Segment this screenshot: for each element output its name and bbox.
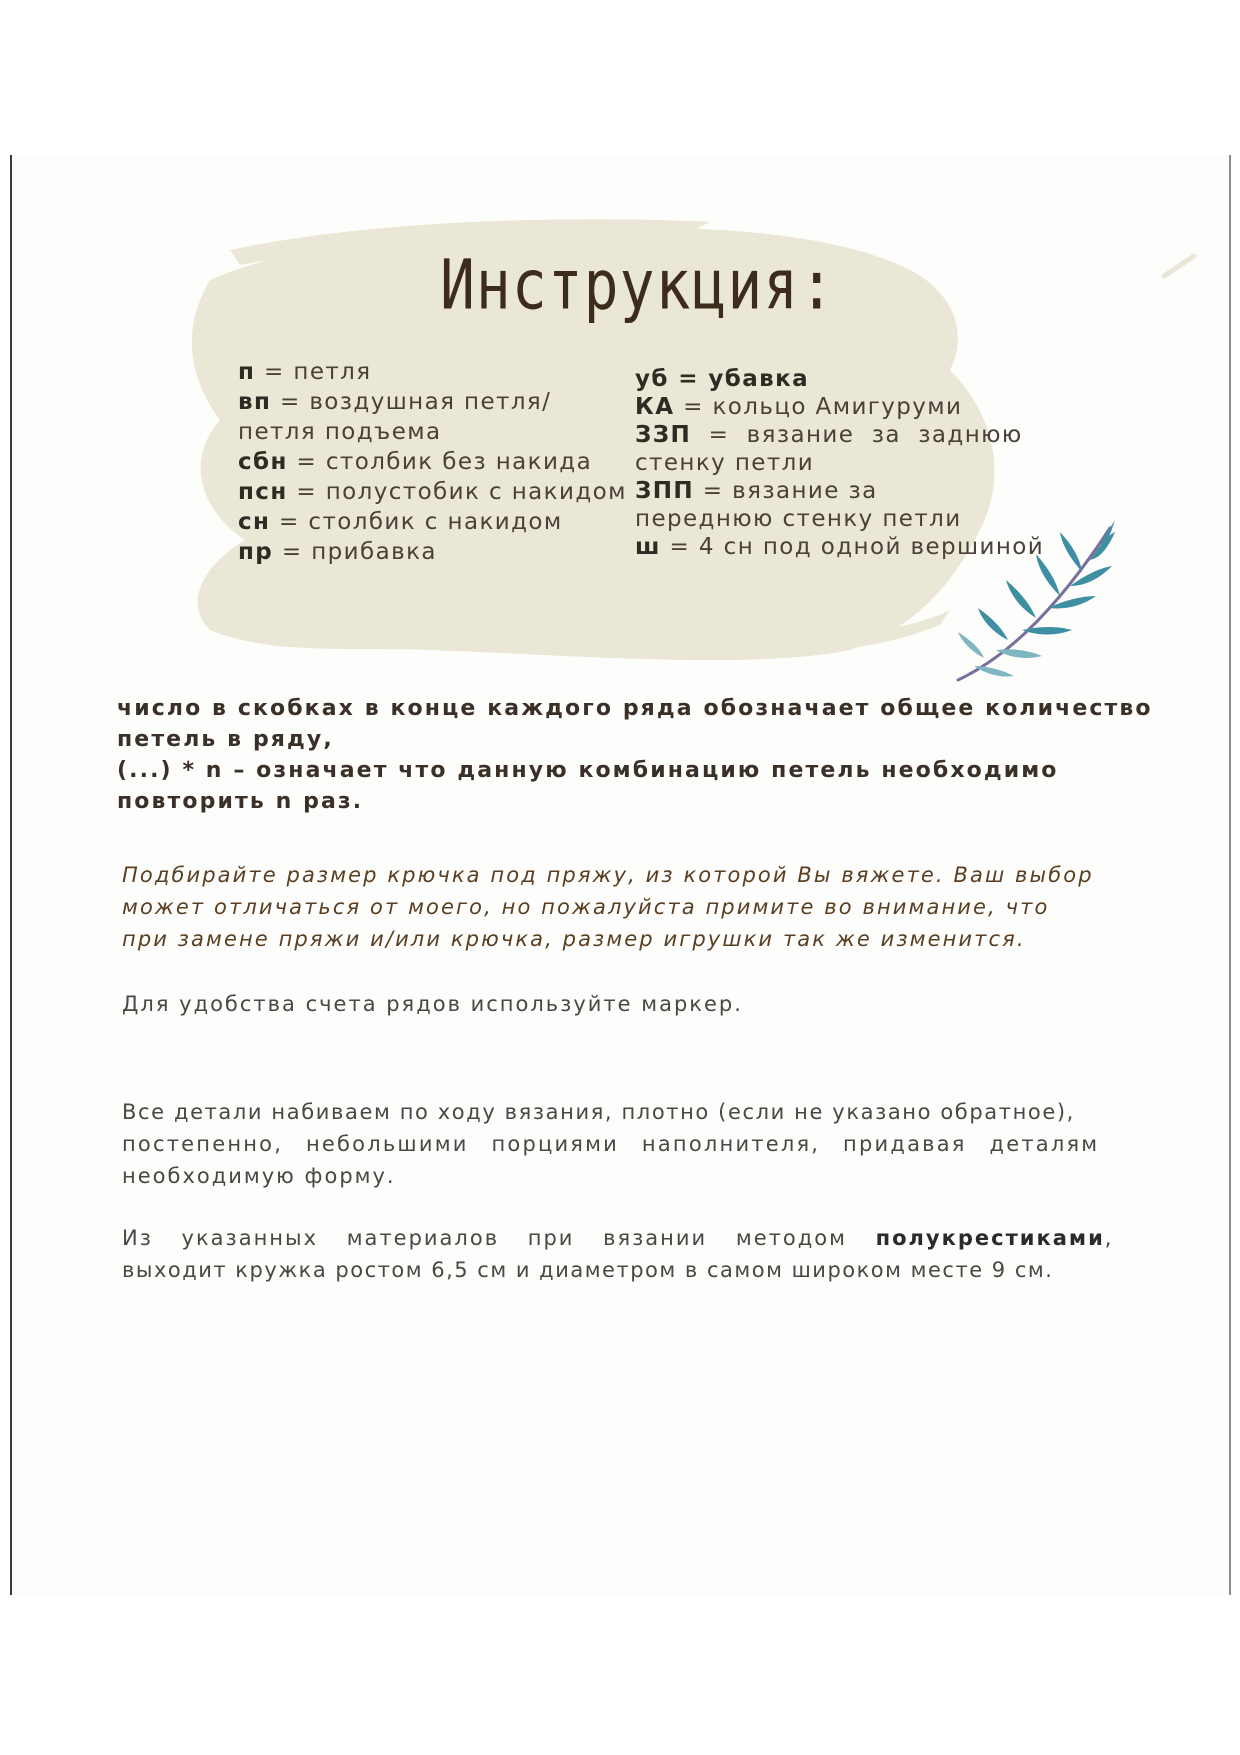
decorative-dash-icon	[1160, 250, 1200, 280]
stuffing-note	[122, 1096, 1099, 1192]
legend-item: ЗЗП = вязание за заднюю	[635, 422, 1023, 448]
hook-note-line: может отличаться от моего, но пожалуйста примите во внимание, что	[122, 895, 1050, 919]
hook-note-line: Подбирайте размер крючка под пряжу, из которой Вы вяжете. Ваш выбор	[122, 863, 1094, 887]
legend-item: пр = прибавка	[238, 539, 437, 565]
marker-note	[122, 988, 743, 1020]
legend-item: псн = полустобик с накидом	[238, 479, 627, 505]
notes-line: петель в ряду,	[117, 727, 334, 752]
legend-item: КА = кольцо Амигуруми	[635, 394, 963, 420]
page-right-border	[1229, 155, 1231, 1595]
legend-item: сн = столбик с накидом	[238, 509, 563, 535]
stuffing-note-line: постепенно, небольшими порциями наполнителя, придавая деталям	[122, 1132, 1100, 1156]
legend-item: вп = воздушная петля/	[238, 389, 552, 415]
legend-item: п = петля	[238, 359, 372, 385]
notes-line: число в скобках в конце каждого ряда обозначает общее количество	[117, 696, 1153, 721]
legend-item: стенку петли	[635, 450, 815, 476]
legend-item: петля подъема	[238, 419, 442, 445]
legend-item: переднюю стенку петли	[635, 506, 962, 532]
leaf-branch-icon	[950, 520, 1120, 690]
legend-item: ш = 4 сн под одной вершиной	[635, 534, 1045, 560]
notes-line: повторить n раз.	[117, 789, 364, 814]
notation-notes	[117, 693, 1153, 817]
legend-item: ЗПП = вязание за	[635, 478, 878, 504]
legend-item: уб = убавка	[635, 366, 809, 392]
result-note-line: Из указанных материалов при вязании методом полукрестиками,	[122, 1226, 1114, 1250]
hook-note-line: при замене пряжи и/или крючка, размер игрушки так же изменится.	[122, 927, 1026, 951]
notes-line: (...) * n – означает что данную комбинацию петель необходимо	[117, 758, 1059, 783]
marker-note-line: Для удобства счета рядов используйте маркер.	[122, 992, 743, 1016]
hook-size-note	[122, 859, 1122, 955]
legend-item: сбн = столбик без накида	[238, 449, 593, 475]
stuffing-note-line: необходимую форму.	[122, 1164, 396, 1188]
abbreviations-left	[238, 357, 627, 567]
result-note	[122, 1222, 1113, 1286]
stitch-method: полукрестиками	[875, 1226, 1105, 1250]
stuffing-note-line: Все детали набиваем по ходу вязания, плотно (если не указано обратное),	[122, 1100, 1075, 1124]
page-title: Инструкция:	[440, 245, 836, 326]
result-note-line: выходит кружка ростом 6,5 см и диаметром в самом широком месте 9 см.	[122, 1258, 1054, 1282]
